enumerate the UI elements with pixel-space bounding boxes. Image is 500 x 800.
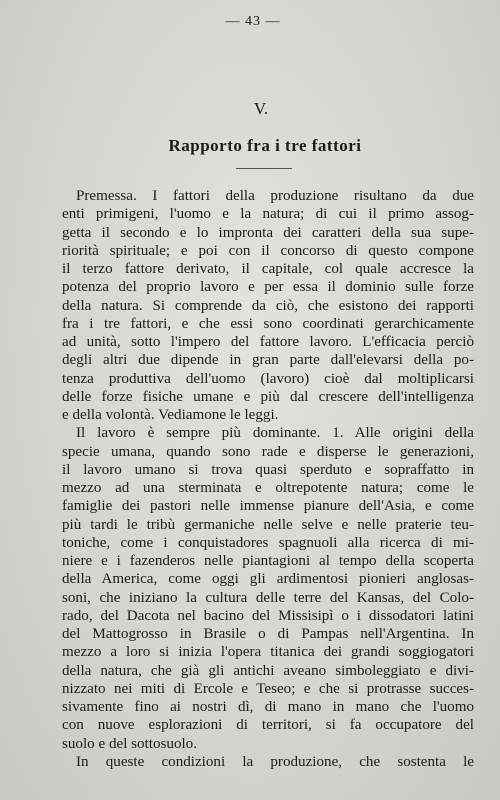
text-line: potenza del proprio lavoro e per essa il dominio sulle forze <box>62 279 474 296</box>
text-line: mezzo a loro si inizia l'opera titanica dei grandi soggiogatori <box>62 644 474 661</box>
text-line: e della volontà. Vediamone le leggi. <box>62 407 279 423</box>
text-line: getta il secondo e lo impronta dei caratteri della sua supe- <box>62 224 474 241</box>
text-line: con nuove esplorazioni di territori, si fa occupatore del <box>62 717 474 734</box>
page-number: — 43 — <box>225 14 281 29</box>
text-line: soni, che iniziano la cultura delle terre del Kansas, del Colo- <box>62 589 474 606</box>
text-line: specie umana, quando sono rade e disperse le generazioni, <box>62 443 474 460</box>
title-divider <box>236 168 292 169</box>
text-line: Il lavoro è sempre più dominante. 1. Alle origini della <box>76 425 474 442</box>
text-line: toniche, come i conquistadores spagnuoli alla ricerca di mi- <box>62 534 474 551</box>
text-line: famiglie dei pastori nelle immense pianure dell'Asia, e come <box>62 498 474 515</box>
text-line: riorità spirituale; e poi con il concorso di questo compone <box>62 242 474 259</box>
text-line: del Mattogrosso in Brasile o di Pampas nell'Argentina. In <box>62 626 474 642</box>
text-line: delle forze fisiche umane e più dal crescere dell'intelligenza <box>62 388 474 405</box>
text-line: tenza produttiva dell'uomo (lavoro) cioè dal moltiplicarsi <box>62 370 474 387</box>
text-line: fra i tre fattori, e che essi sono coordinati gerarchicamente <box>62 315 474 332</box>
text-line: il terzo fattore derivato, il capitale, col quale accresce la <box>62 261 474 277</box>
chapter-number: V. <box>253 99 269 118</box>
text-line: suolo e del sottosuolo. <box>62 735 198 752</box>
text-line: enti primigeni, l'uomo e la natura; di cui il primo assog- <box>62 206 474 223</box>
text-line: Premessa. I fattori della produzione risultano da due <box>76 188 474 204</box>
chapter-title: Rapporto fra i tre fattori <box>168 136 362 155</box>
text-line: niere e i fazenderos nelle piantagioni al tempo della scoperta <box>62 553 474 569</box>
text-line: In queste condizioni la produzione, che sostenta le <box>76 753 474 770</box>
text-line: sivamente fino ai nostri dì, di mano in mano che l'uomo <box>62 699 474 715</box>
text-line: nizzato nei miti di Ercole e Teseo; e che si protrasse succes- <box>62 680 474 697</box>
text-line: rado, del Dacota nel bacino del Missisipì o i dissodatori latini <box>62 607 474 624</box>
text-line: il lavoro umano si trova quasi sperduto e sopraffatto in <box>62 461 474 478</box>
text-line: mezzo ad una sterminata e oltrepotente natura; come le <box>62 480 474 496</box>
text-line: più tardi le tribù germaniche nelle selve e nelle praterie teu- <box>62 516 474 533</box>
text-line: degli altri due dipende in gran parte dall'elevarsi della po- <box>62 352 474 369</box>
text-line: della natura, che già gli antichi aveano simboleggiato e divi- <box>62 662 474 679</box>
body-text <box>62 187 474 771</box>
text-line: ad unità, sotto l'impero del fattore lavoro. L'efficacia perciò <box>62 334 474 350</box>
text-line: della America, come oggi gli ardimentosi pionieri anglosas- <box>62 571 474 588</box>
text-line: della natura. Si comprende da ciò, che esistono dei rapporti <box>62 297 474 314</box>
